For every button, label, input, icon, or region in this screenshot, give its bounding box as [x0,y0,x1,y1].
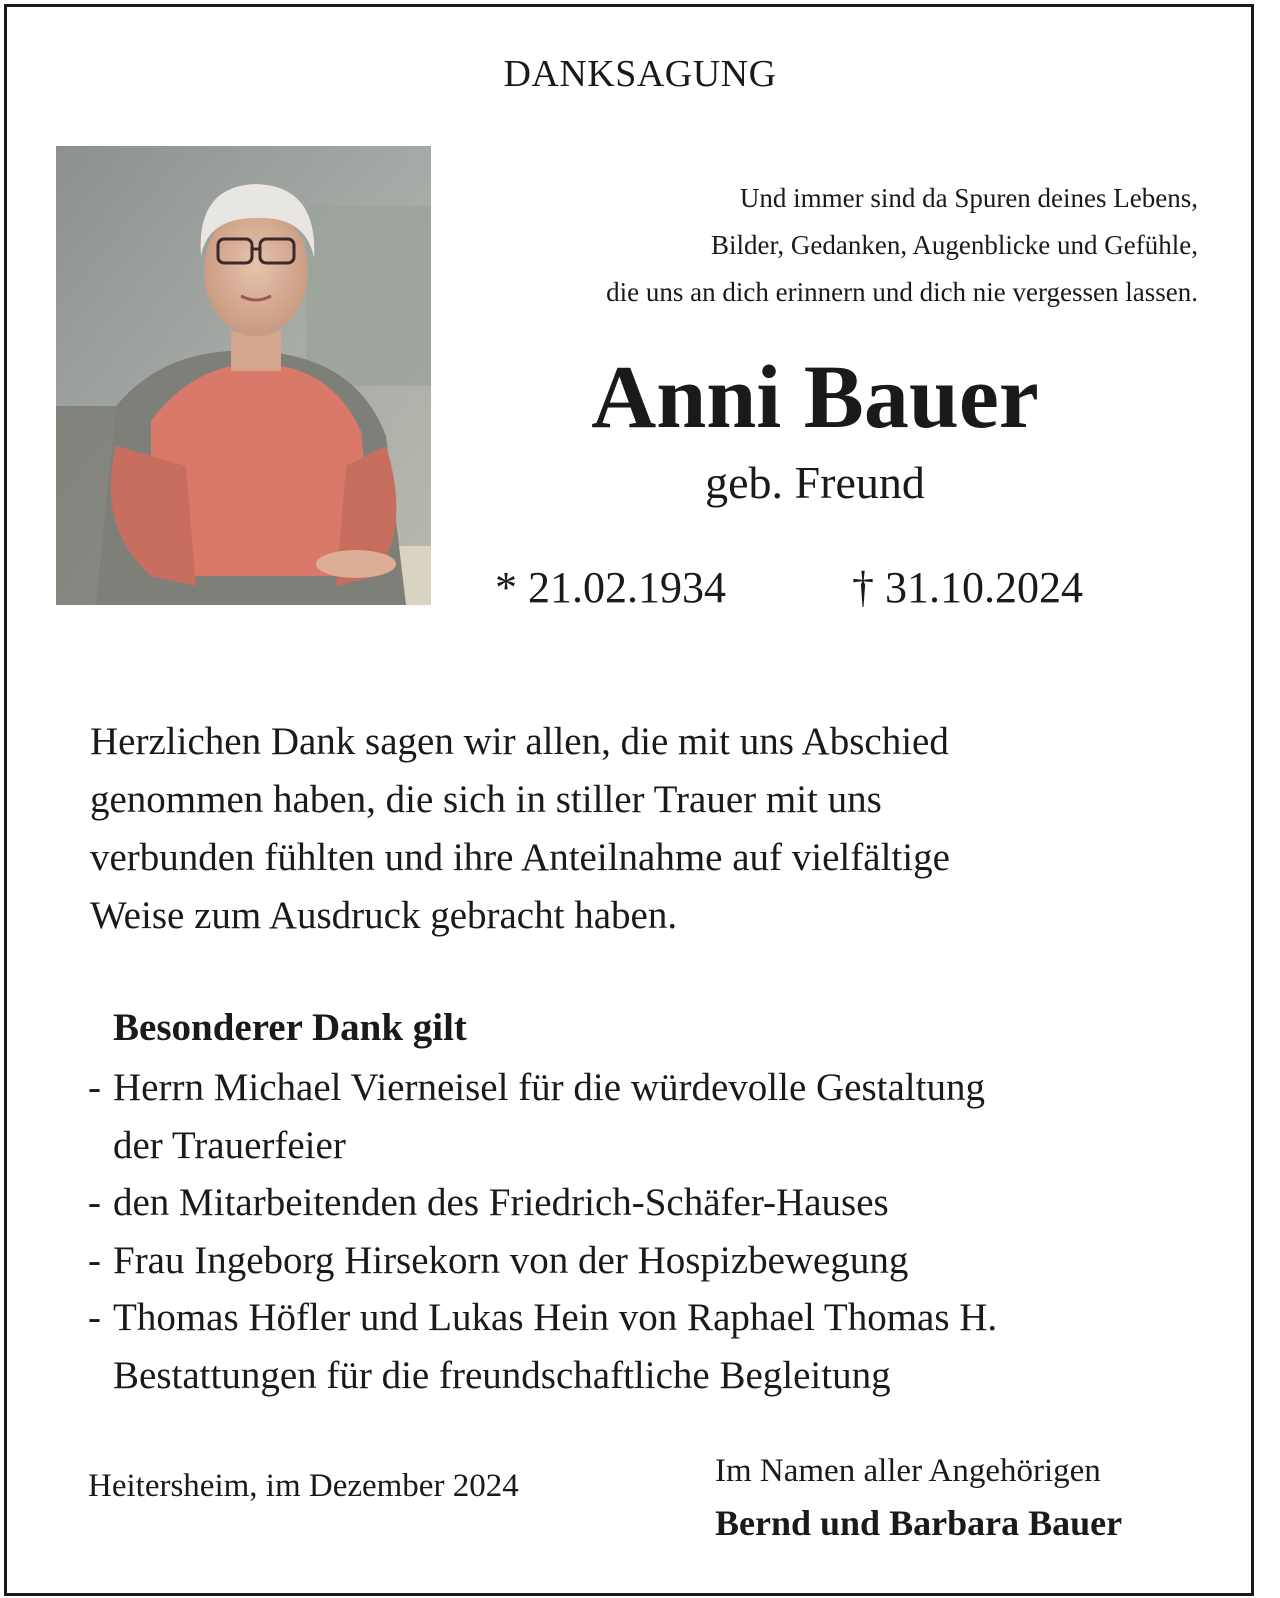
birth-name: geb. Freund [705,457,925,508]
thanks-line: verbunden fühlten und ihre Anteilnahme auf vielfältige [90,836,950,879]
list-item [88,1059,1228,1174]
list-item-line: Frau Ingeborg Hirsekorn von der Hospizbewegung [113,1238,909,1282]
verse-line: Und immer sind da Spuren deines Lebens, [739,183,1198,213]
notice-heading: DANKSAGUNG [503,53,777,95]
birth-date: * 21.02.1934 [495,563,726,612]
list-bullet: - [88,1238,101,1282]
signature-intro: Im Namen aller Angehörigen [715,1453,1101,1489]
portrait-photo [56,146,431,605]
thanks-line: Weise zum Ausdruck gebracht haben. [90,894,678,937]
place-and-date: Heitersheim, im Dezember 2024 [88,1468,519,1504]
verse-line: die uns an dich erinnern und dich nie vergessen lassen. [606,277,1198,307]
thanks-paragraph [90,713,1210,945]
special-thanks-title: Besonderer Dank gilt [113,1006,467,1049]
list-item-line: der Trauerfeier [113,1123,346,1167]
memorial-verse [438,175,1198,316]
signature-names: Bernd und Barbara Bauer [715,1503,1123,1543]
list-bullet: - [88,1066,101,1109]
death-date: † 31.10.2024 [852,563,1083,612]
list-item [88,1289,1228,1404]
list-item-line: Herrn Michael Vierneisel für die würdevolle Gestaltung [113,1066,985,1109]
verse-line: Bilder, Gedanken, Augenblicke und Gefühle, [710,230,1198,260]
thanks-line: Herzlichen Dank sagen wir allen, die mit uns Abschied [90,720,949,763]
list-item-line: Bestattungen für die freundschaftliche Begleitung [113,1353,891,1397]
list-item-line: den Mitarbeitenden des Friedrich-Schäfer-Hauses [113,1181,889,1224]
list-bullet: - [88,1296,101,1339]
list-item-line: Thomas Höfler und Lukas Hein von Raphael Thomas H. [113,1296,998,1339]
deceased-name: Anni Bauer [591,348,1039,447]
list-item [88,1232,1228,1290]
list-bullet: - [88,1181,101,1224]
list-item [88,1174,1228,1232]
special-thanks-list [88,1059,1228,1404]
thanks-line: genommen haben, die sich in stiller Trauer mit uns [90,778,882,821]
